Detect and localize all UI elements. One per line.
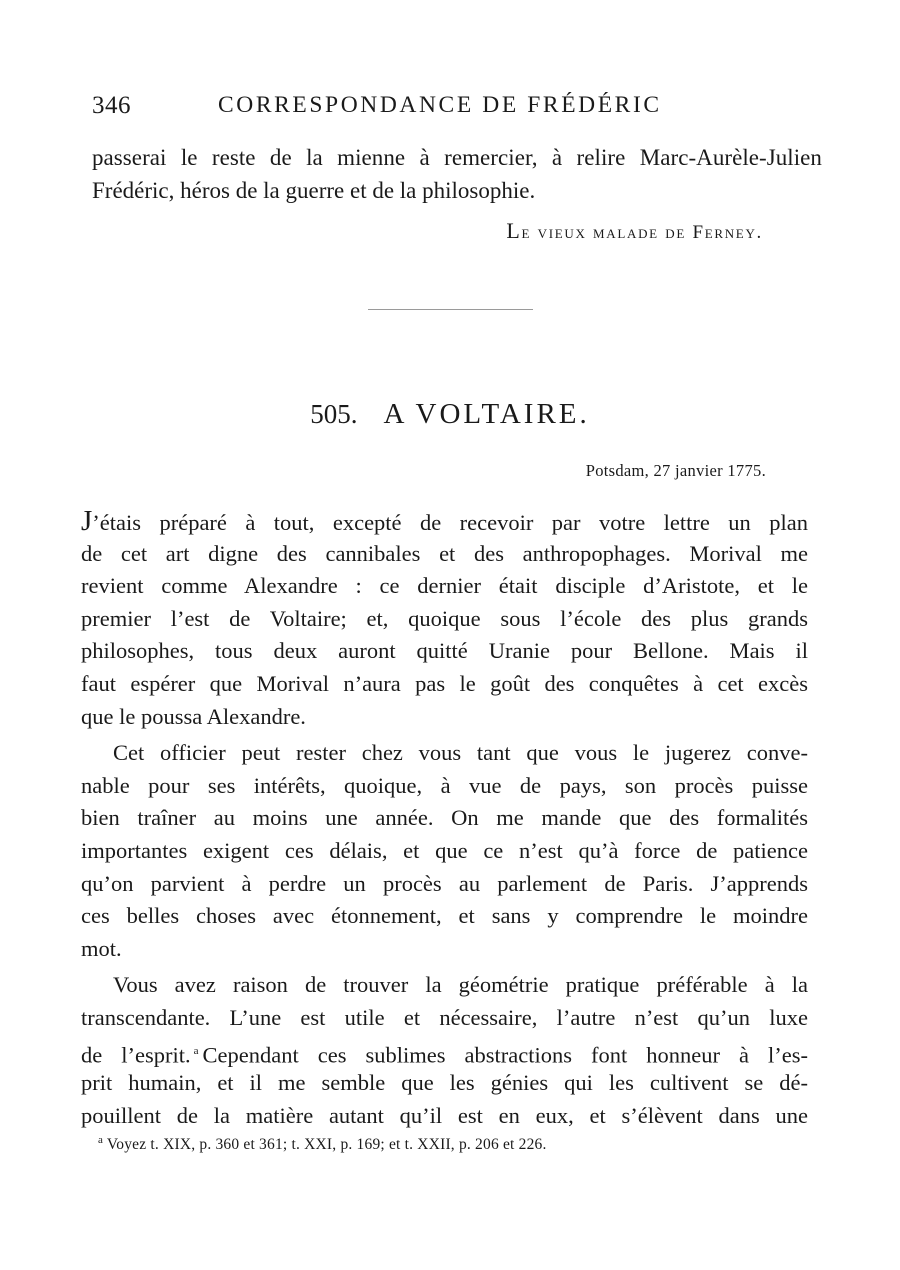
letter-title: A VOLTAIRE. bbox=[383, 398, 590, 430]
text-line: Frédéric, héros de la guerre et de la philosophie. bbox=[92, 177, 536, 203]
footnote-reference[interactable]: a bbox=[193, 1044, 199, 1057]
text-line: faut espérer que Morival n’aura pas le goût des conquêtes à cet excès bbox=[81, 670, 808, 696]
separator-rule bbox=[368, 309, 533, 310]
text-line: Vous avez raison de trouver la géométrie pratique préférable à la bbox=[113, 972, 808, 998]
paragraph-1 bbox=[81, 505, 808, 733]
text-line: Cet officier peut rester chez vous tant que vous le jugerez conve- bbox=[113, 740, 808, 766]
letter-body bbox=[81, 505, 808, 1132]
text-line: de cet art digne des cannibales et des anthropophages. Morival me bbox=[81, 540, 808, 566]
footnote-text: Voyez t. XIX, p. 360 et 361; t. XXI, p. 169; et t. XXII, p. 206 et 226. bbox=[106, 1136, 547, 1154]
footnote bbox=[98, 1134, 547, 1154]
text-line: de l’esprit. $^a$ Cependant ces sublimes abstractions font honneur à l’es- bbox=[81, 1042, 809, 1067]
letter-heading bbox=[0, 398, 900, 431]
text-line: qu’on parvient à perdre un procès au parlement de Paris. J’apprends bbox=[81, 870, 808, 896]
text-line: nable pour ses intérêts, quoique, à vue de pays, son procès puisse bbox=[81, 772, 808, 798]
text-line: philosophes, tous deux auront quitté Uranie pour Bellone. Mais il bbox=[81, 638, 808, 664]
text-line: passerai le reste de la mienne à remercier, à relire Marc-Aurèle-Julien bbox=[92, 145, 822, 170]
text-line: prit humain, et il me semble que les génies qui les cultivent se dé- bbox=[81, 1070, 808, 1096]
signature: Le vieux malade de Ferney. bbox=[506, 218, 763, 243]
paragraph-2 bbox=[81, 737, 808, 965]
text-line: bien traîner au moins une année. On me mande que des formalités bbox=[81, 805, 808, 831]
text-line: que le poussa Alexandre. bbox=[81, 703, 306, 729]
drop-cap: J bbox=[81, 505, 93, 537]
previous-letter-ending bbox=[92, 142, 822, 207]
dateline: Potsdam, 27 janvier 1775. bbox=[585, 461, 766, 480]
paragraph-3 bbox=[81, 969, 808, 1132]
text-line: transcendante. L’une est utile et nécessaire, l’autre n’est qu’un luxe bbox=[81, 1004, 808, 1030]
running-head bbox=[92, 92, 812, 128]
text-line: pouillent de la matière autant qu’il est en eux, et s’élèvent dans une bbox=[81, 1102, 808, 1128]
text-line: mot. bbox=[81, 935, 122, 961]
text-line: J’étais préparé à tout, excepté de recevoir par votre lettre un plan bbox=[81, 505, 808, 537]
letter-number: 505. bbox=[310, 399, 358, 429]
text-line: importantes exigent ces délais, et que ce n’est qu’à force de patience bbox=[81, 837, 808, 863]
footnote-mark: a bbox=[98, 1134, 104, 1146]
text-line: premier l’est de Voltaire; et, quoique sous l’école des plus grands bbox=[81, 605, 808, 631]
text-line: revient comme Alexandre : ce dernier était disciple d’Aristote, et le bbox=[81, 573, 808, 599]
page-number: 346 bbox=[92, 92, 131, 119]
text-line: ces belles choses avec étonnement, et sans y comprendre le moindre bbox=[81, 903, 808, 929]
running-title: CORRESPONDANCE DE FRÉDÉRIC bbox=[218, 92, 662, 118]
